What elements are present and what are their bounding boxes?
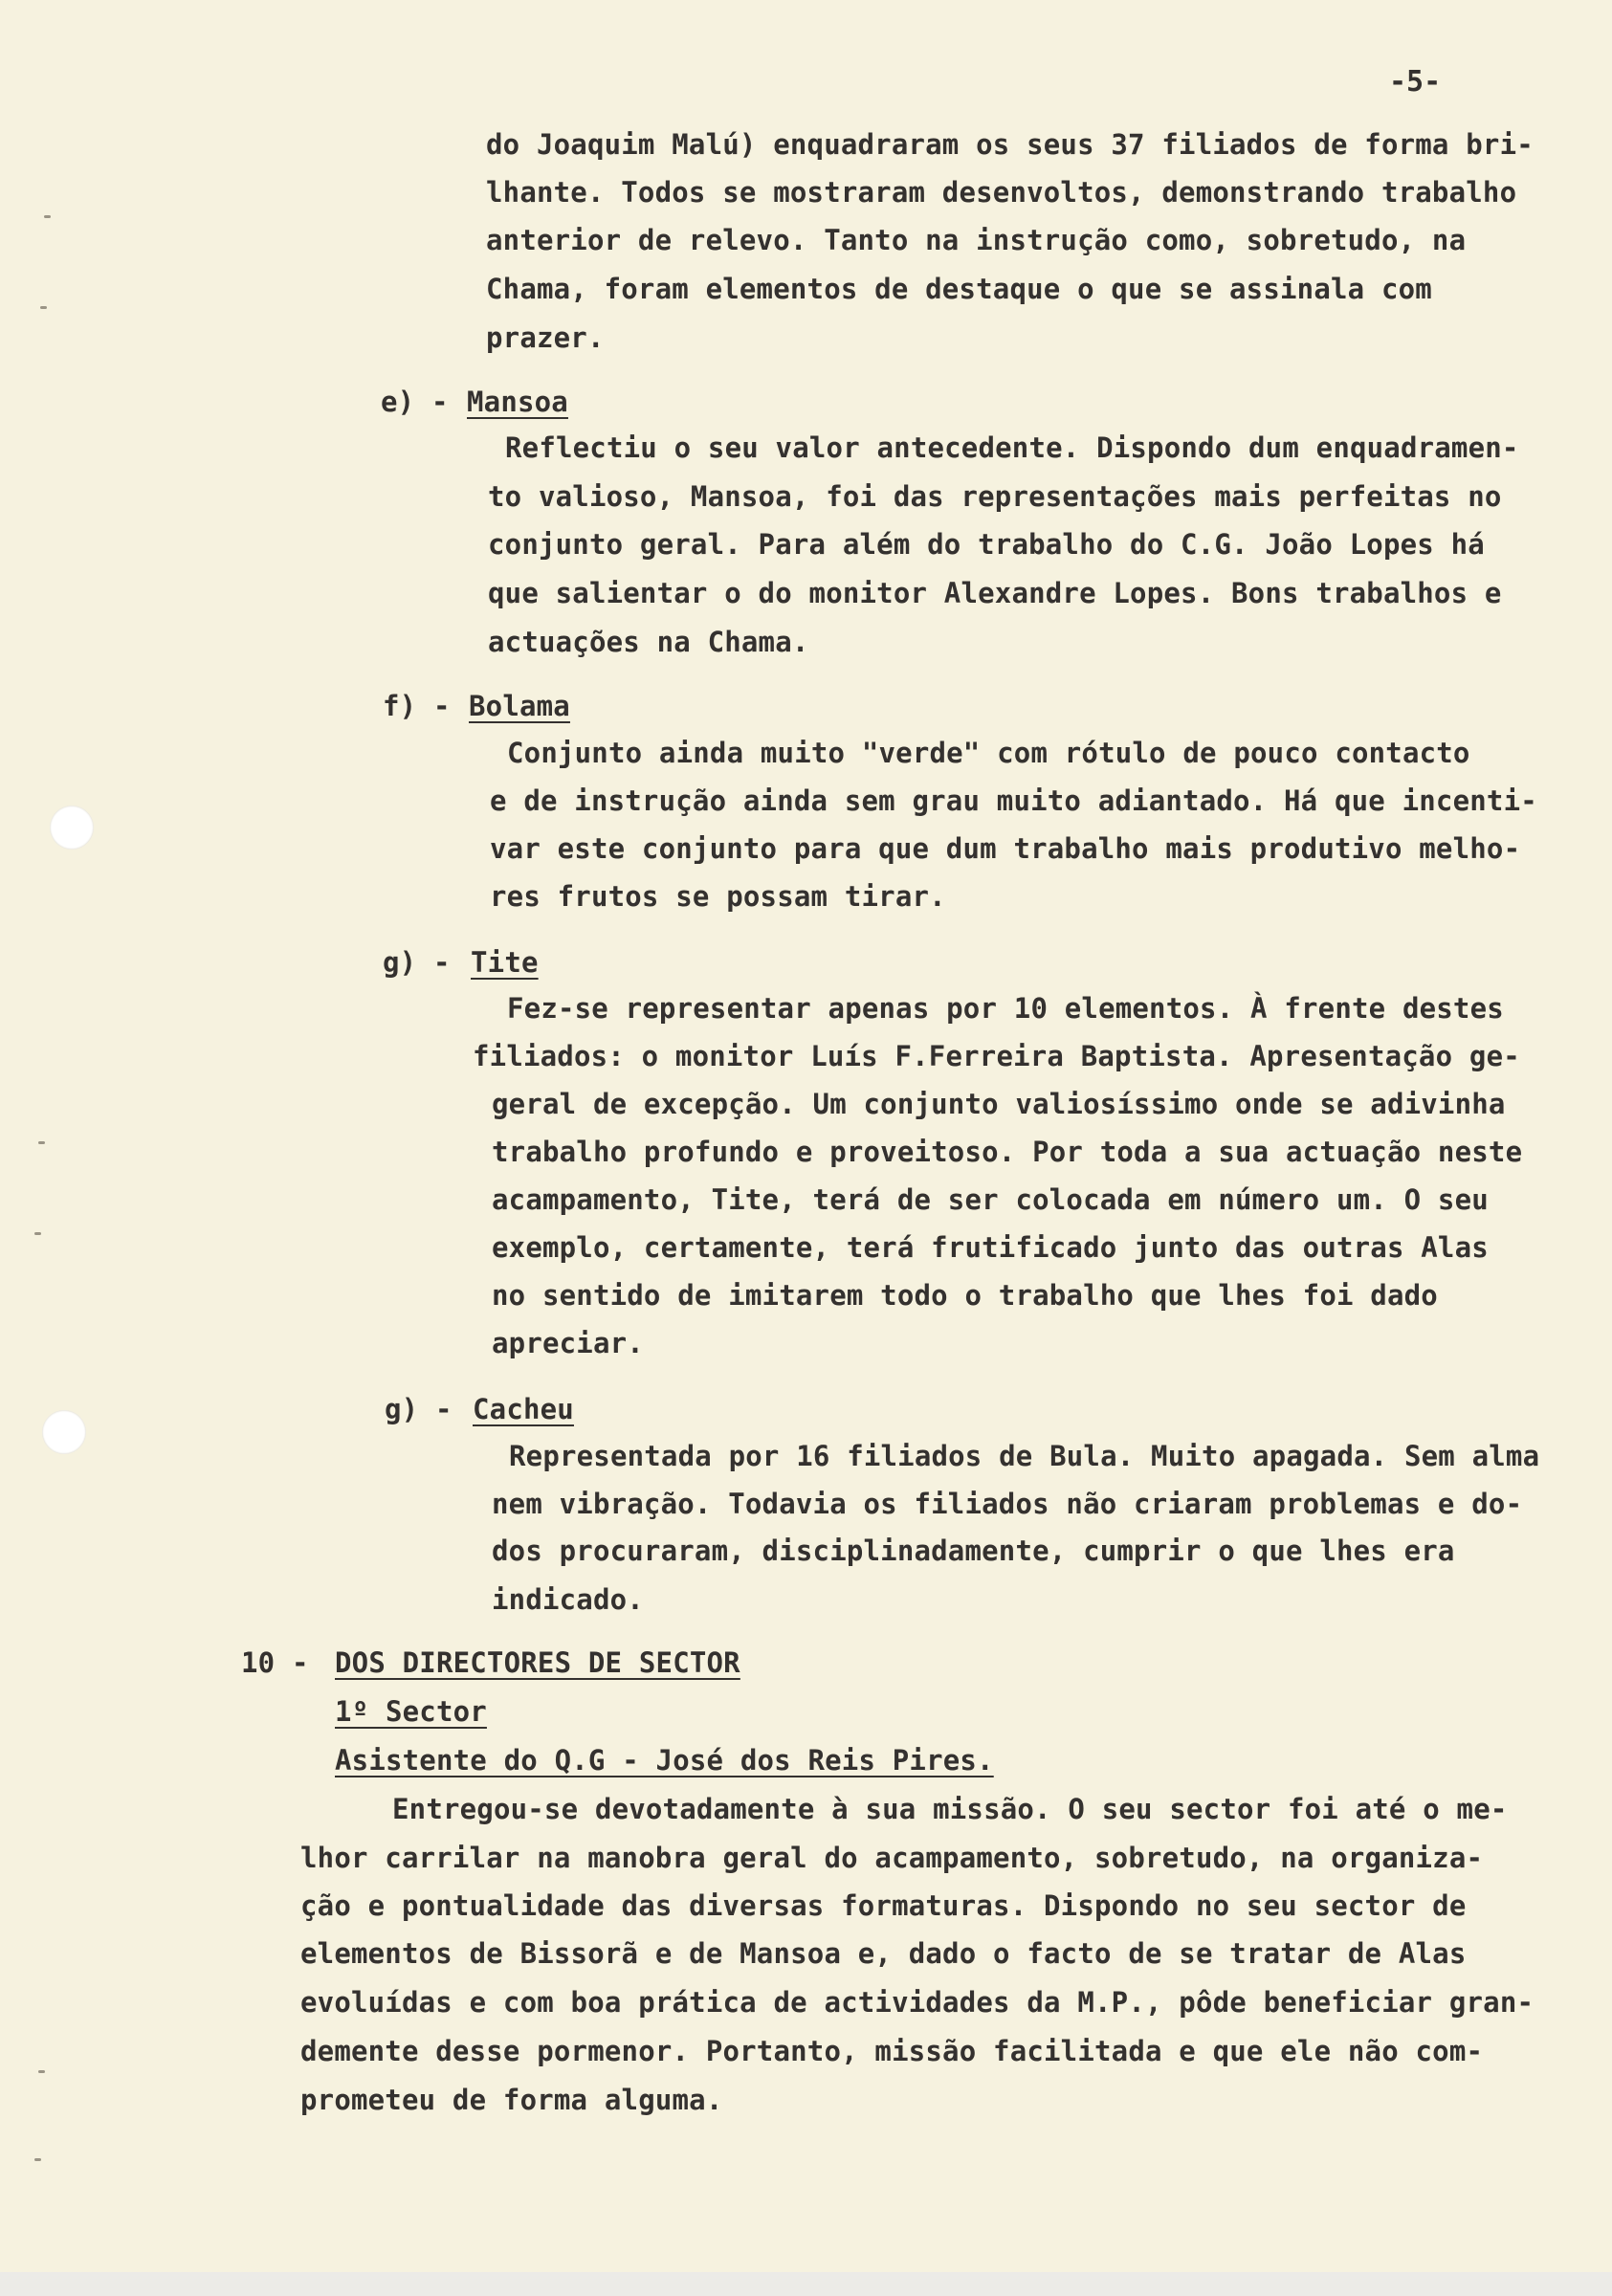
margin-mark	[38, 1141, 45, 1144]
chapter-line: elementos de Bissorã e de Mansoa e, dado o facto de se tratar de Alas	[300, 1937, 1467, 1970]
punch-hole-lower	[42, 1410, 86, 1454]
section-line: no sentido de imitarem todo o trabalho que lhes foi dado	[492, 1279, 1438, 1312]
chapter-label: 10 -	[241, 1646, 309, 1679]
section-line: actuações na Chama.	[488, 626, 809, 658]
section-line: apreciar.	[492, 1327, 644, 1359]
section-line: Conjunto ainda muito "verde" com rótulo de pouco contacto	[507, 737, 1470, 769]
section-title: Mansoa	[467, 386, 568, 418]
section-line: Fez-se representar apenas por 10 elementos. À frente destes	[507, 992, 1504, 1025]
margin-mark	[34, 2158, 41, 2161]
section-line: trabalho profundo e proveitoso. Por toda a sua actuação neste	[492, 1136, 1523, 1168]
section-line: dos procuraram, disciplinadamente, cumprir o que lhes era	[492, 1534, 1455, 1567]
section-line: var este conjunto para que dum trabalho mais produtivo melho-	[490, 832, 1521, 865]
section-line: que salientar o do monitor Alexandre Lopes. Bons trabalhos e	[488, 577, 1502, 609]
chapter-line: Entregou-se devotadamente à sua missão. O seu sector foi até o me-	[392, 1793, 1508, 1825]
margin-mark	[38, 2070, 45, 2073]
section-label: e) -	[381, 386, 449, 418]
margin-mark	[40, 306, 47, 309]
margin-mark	[34, 1232, 41, 1235]
chapter-line: demente desse pormenor. Portanto, missão facilitada e que ele não com-	[300, 2035, 1484, 2067]
intro-line: Chama, foram elementos de destaque o que se assinala com	[486, 273, 1432, 305]
punch-hole-upper	[50, 806, 94, 850]
section-line: geral de excepção. Um conjunto valiosíssimo onde se adivinha	[492, 1088, 1506, 1120]
intro-line: anterior de relevo. Tanto na instrução como, sobretudo, na	[486, 224, 1467, 256]
intro-line: lhante. Todos se mostraram desenvoltos, demonstrando trabalho	[486, 176, 1517, 209]
page-number: -5-	[1389, 65, 1442, 99]
intro-line: do Joaquim Malú) enquadraram os seus 37 filiados de forma bri-	[486, 128, 1534, 161]
section-line: res frutos se possam tirar.	[490, 880, 946, 913]
chapter-line: lhor carrilar na manobra geral do acampamento, sobretudo, na organiza-	[300, 1842, 1484, 1874]
scan-border	[0, 2272, 1612, 2296]
chapter-assistant: Asistente do Q.G - José dos Reis Pires.	[335, 1744, 994, 1777]
chapter-line: evoluídas e com boa prática de actividades da M.P., pôde beneficiar gran-	[300, 1986, 1535, 2019]
section-title: Cacheu	[473, 1393, 574, 1425]
section-line: exemplo, certamente, terá frutificado junto das outras Alas	[492, 1231, 1489, 1264]
chapter-subtitle: 1º Sector	[335, 1695, 487, 1728]
section-line: Reflectiu o seu valor antecedente. Dispondo dum enquadramen-	[505, 431, 1519, 464]
intro-line: prazer.	[486, 321, 605, 354]
section-line: filiados: o monitor Luís F.Ferreira Baptista. Apresentação ge-	[473, 1040, 1520, 1072]
chapter-line: prometeu de forma alguma.	[300, 2084, 723, 2116]
section-label: g) -	[385, 1393, 453, 1425]
section-line: acampamento, Tite, terá de ser colocada em número um. O seu	[492, 1183, 1489, 1216]
section-line: conjunto geral. Para além do trabalho do C.G. João Lopes há	[488, 528, 1485, 561]
section-line: indicado.	[492, 1583, 644, 1616]
chapter-line: ção e pontualidade das diversas formaturas. Dispondo no seu sector de	[300, 1889, 1467, 1922]
section-title: Bolama	[469, 690, 570, 722]
section-label: g) -	[383, 946, 451, 979]
section-line: nem vibração. Todavia os filiados não criaram problemas e do-	[492, 1488, 1523, 1520]
section-title: Tite	[471, 946, 539, 979]
margin-mark	[44, 215, 51, 218]
chapter-title: DOS DIRECTORES DE SECTOR	[335, 1646, 740, 1679]
section-label: f) -	[383, 690, 451, 722]
section-line: Representada por 16 filiados de Bula. Muito apagada. Sem alma	[509, 1440, 1540, 1472]
section-line: to valioso, Mansoa, foi das representações mais perfeitas no	[488, 480, 1502, 513]
section-line: e de instrução ainda sem grau muito adiantado. Há que incenti-	[490, 784, 1537, 817]
